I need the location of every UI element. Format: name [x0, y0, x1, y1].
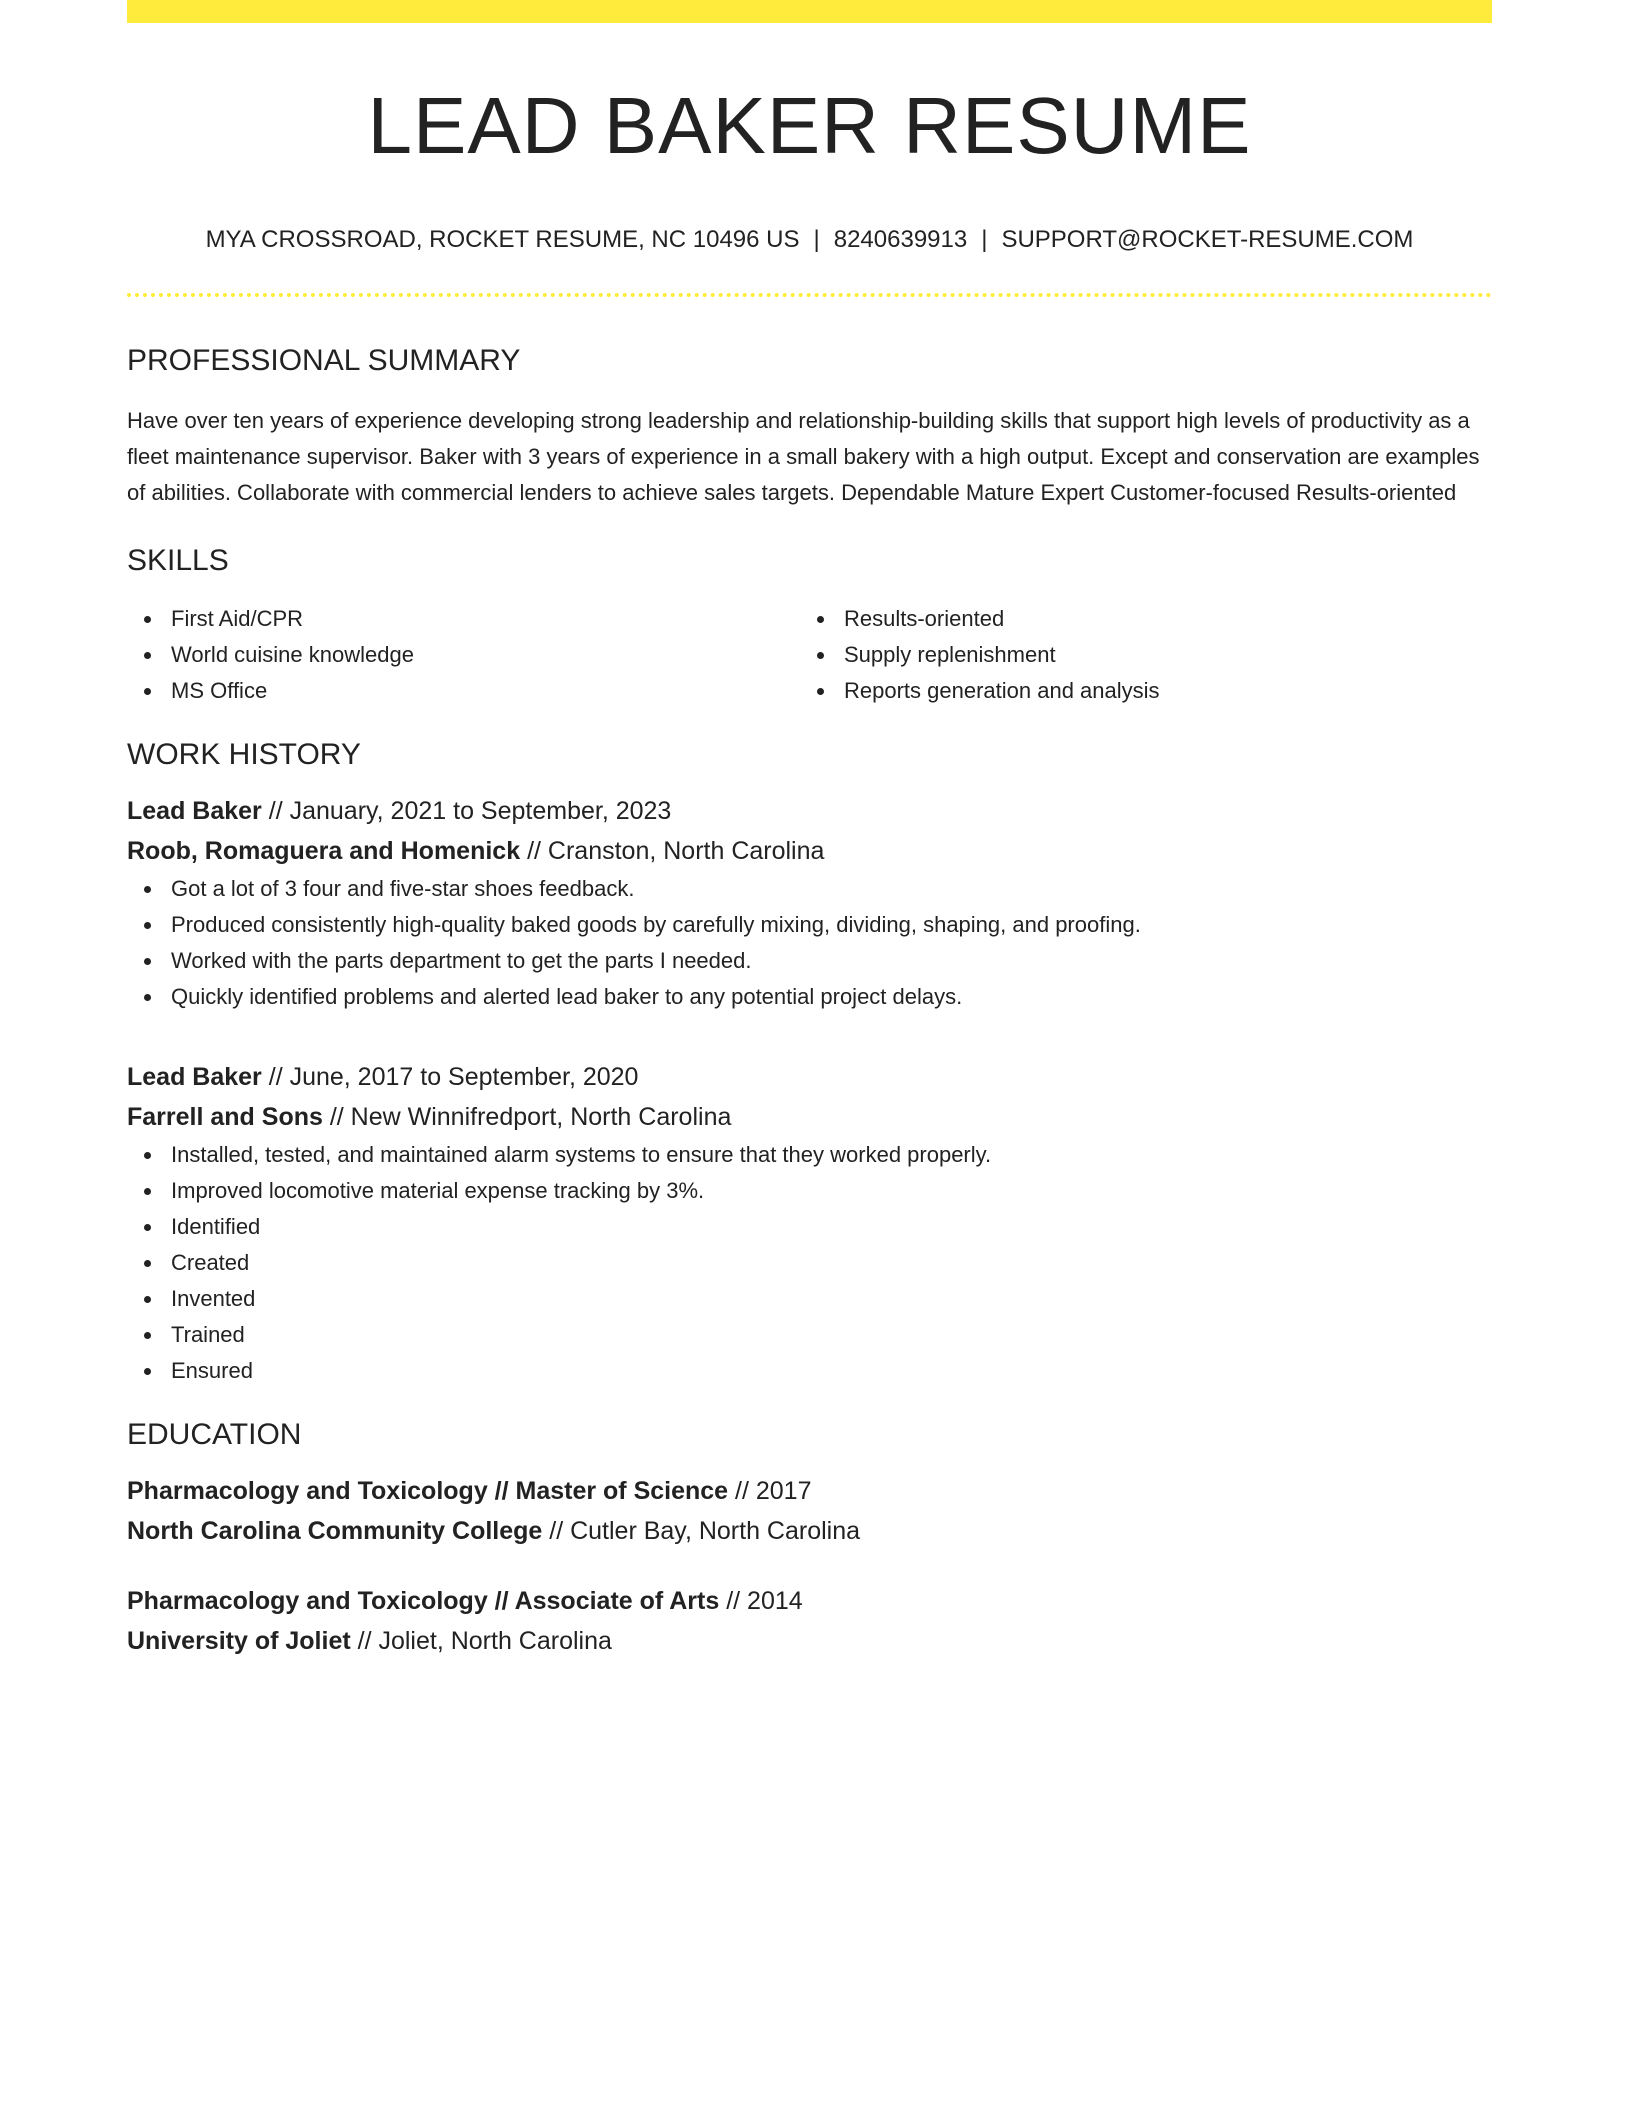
skills-column-right — [800, 601, 1473, 709]
summary-heading: PROFESSIONAL SUMMARY — [127, 343, 521, 377]
job-bullet: Invented — [127, 1281, 1492, 1317]
job-location: // New Winnifredport, North Carolina — [322, 1102, 732, 1131]
education-heading: EDUCATION — [127, 1417, 302, 1451]
job-bullet: Created — [127, 1245, 1492, 1281]
job-bullet: Installed, tested, and maintained alarm systems to ensure that they worked properly. — [127, 1137, 1492, 1173]
skills-grid — [127, 601, 1492, 709]
job-bullet-list — [127, 871, 1492, 1015]
job-dates: // June, 2017 to September, 2020 — [261, 1062, 639, 1091]
education-year: // 2014 — [719, 1586, 803, 1615]
education-degree: Pharmacology and Toxicology // Associate of Arts — [127, 1586, 720, 1615]
education-school: North Carolina Community College — [127, 1516, 543, 1545]
contact-address: MYA CROSSROAD, ROCKET RESUME, NC 10496 US — [205, 226, 800, 253]
resume-page — [127, 0, 1492, 1661]
contact-separator: | — [981, 226, 988, 253]
education-degree: Pharmacology and Toxicology // Master of Science — [127, 1476, 729, 1505]
job-title-line — [127, 1057, 1492, 1097]
skill-item: Reports generation and analysis — [800, 673, 1473, 709]
education-school-line — [127, 1511, 1492, 1551]
education-school: University of Joliet — [127, 1626, 351, 1655]
skills-list-left — [127, 601, 800, 709]
education-degree-line — [127, 1581, 1492, 1621]
top-accent-bar — [127, 0, 1492, 23]
education-entry — [127, 1581, 1492, 1661]
job-bullet: Ensured — [127, 1353, 1492, 1389]
job-title-line — [127, 791, 1492, 831]
resume-title: LEAD BAKER RESUME — [367, 81, 1252, 170]
education-degree-line — [127, 1471, 1492, 1511]
job-company: Roob, Romaguera and Homenick — [127, 836, 521, 865]
skill-item: Supply replenishment — [800, 637, 1473, 673]
education-school-line — [127, 1621, 1492, 1661]
skill-item: Results-oriented — [800, 601, 1473, 637]
job-bullet: Improved locomotive material expense tracking by 3%. — [127, 1173, 1492, 1209]
job-bullet: Quickly identified problems and alerted lead baker to any potential project delays. — [127, 979, 1492, 1015]
skills-list-right — [800, 601, 1473, 709]
summary-text: Have over ten years of experience developing strong leadership and relationship-building skills that support high levels of productivity as a fleet maintenance supervisor. Baker with 3 years of experience in a small bakery with a high output. Except and conservation are examples of abilities. Collaborate with commercial lenders to achieve sales targets. Dependable Mature Expert Customer-focused Results-oriented — [127, 407, 1480, 505]
job-title: Lead Baker — [127, 796, 262, 825]
job-entry — [127, 1057, 1492, 1389]
job-bullet-list — [127, 1137, 1492, 1389]
skills-heading: SKILLS — [127, 543, 229, 577]
contact-line — [127, 226, 1492, 255]
job-bullet: Trained — [127, 1317, 1492, 1353]
education-location: // Joliet, North Carolina — [350, 1626, 612, 1655]
dotted-divider — [127, 293, 1492, 297]
job-bullet: Got a lot of 3 four and five-star shoes feedback. — [127, 871, 1492, 907]
job-bullet: Worked with the parts department to get the parts I needed. — [127, 943, 1492, 979]
education-location: // Cutler Bay, North Carolina — [542, 1516, 861, 1545]
skill-item: First Aid/CPR — [127, 601, 800, 637]
contact-email: SUPPORT@ROCKET-RESUME.COM — [1001, 226, 1414, 253]
job-company-line — [127, 1097, 1492, 1137]
skills-column-left — [127, 601, 800, 709]
job-company: Farrell and Sons — [127, 1102, 323, 1131]
job-title: Lead Baker — [127, 1062, 262, 1091]
job-entry — [127, 791, 1492, 1015]
contact-separator: | — [813, 226, 820, 253]
contact-phone: 8240639913 — [833, 226, 968, 253]
work-history-heading: WORK HISTORY — [127, 737, 361, 771]
education-year: // 2017 — [728, 1476, 812, 1505]
job-bullet: Identified — [127, 1209, 1492, 1245]
job-bullet: Produced consistently high-quality baked goods by carefully mixing, dividing, shaping, and proofing. — [127, 907, 1492, 943]
skill-item: MS Office — [127, 673, 800, 709]
job-company-line — [127, 831, 1492, 871]
job-location: // Cranston, North Carolina — [520, 836, 825, 865]
skill-item: World cuisine knowledge — [127, 637, 800, 673]
education-entry — [127, 1471, 1492, 1551]
job-dates: // January, 2021 to September, 2023 — [261, 796, 672, 825]
